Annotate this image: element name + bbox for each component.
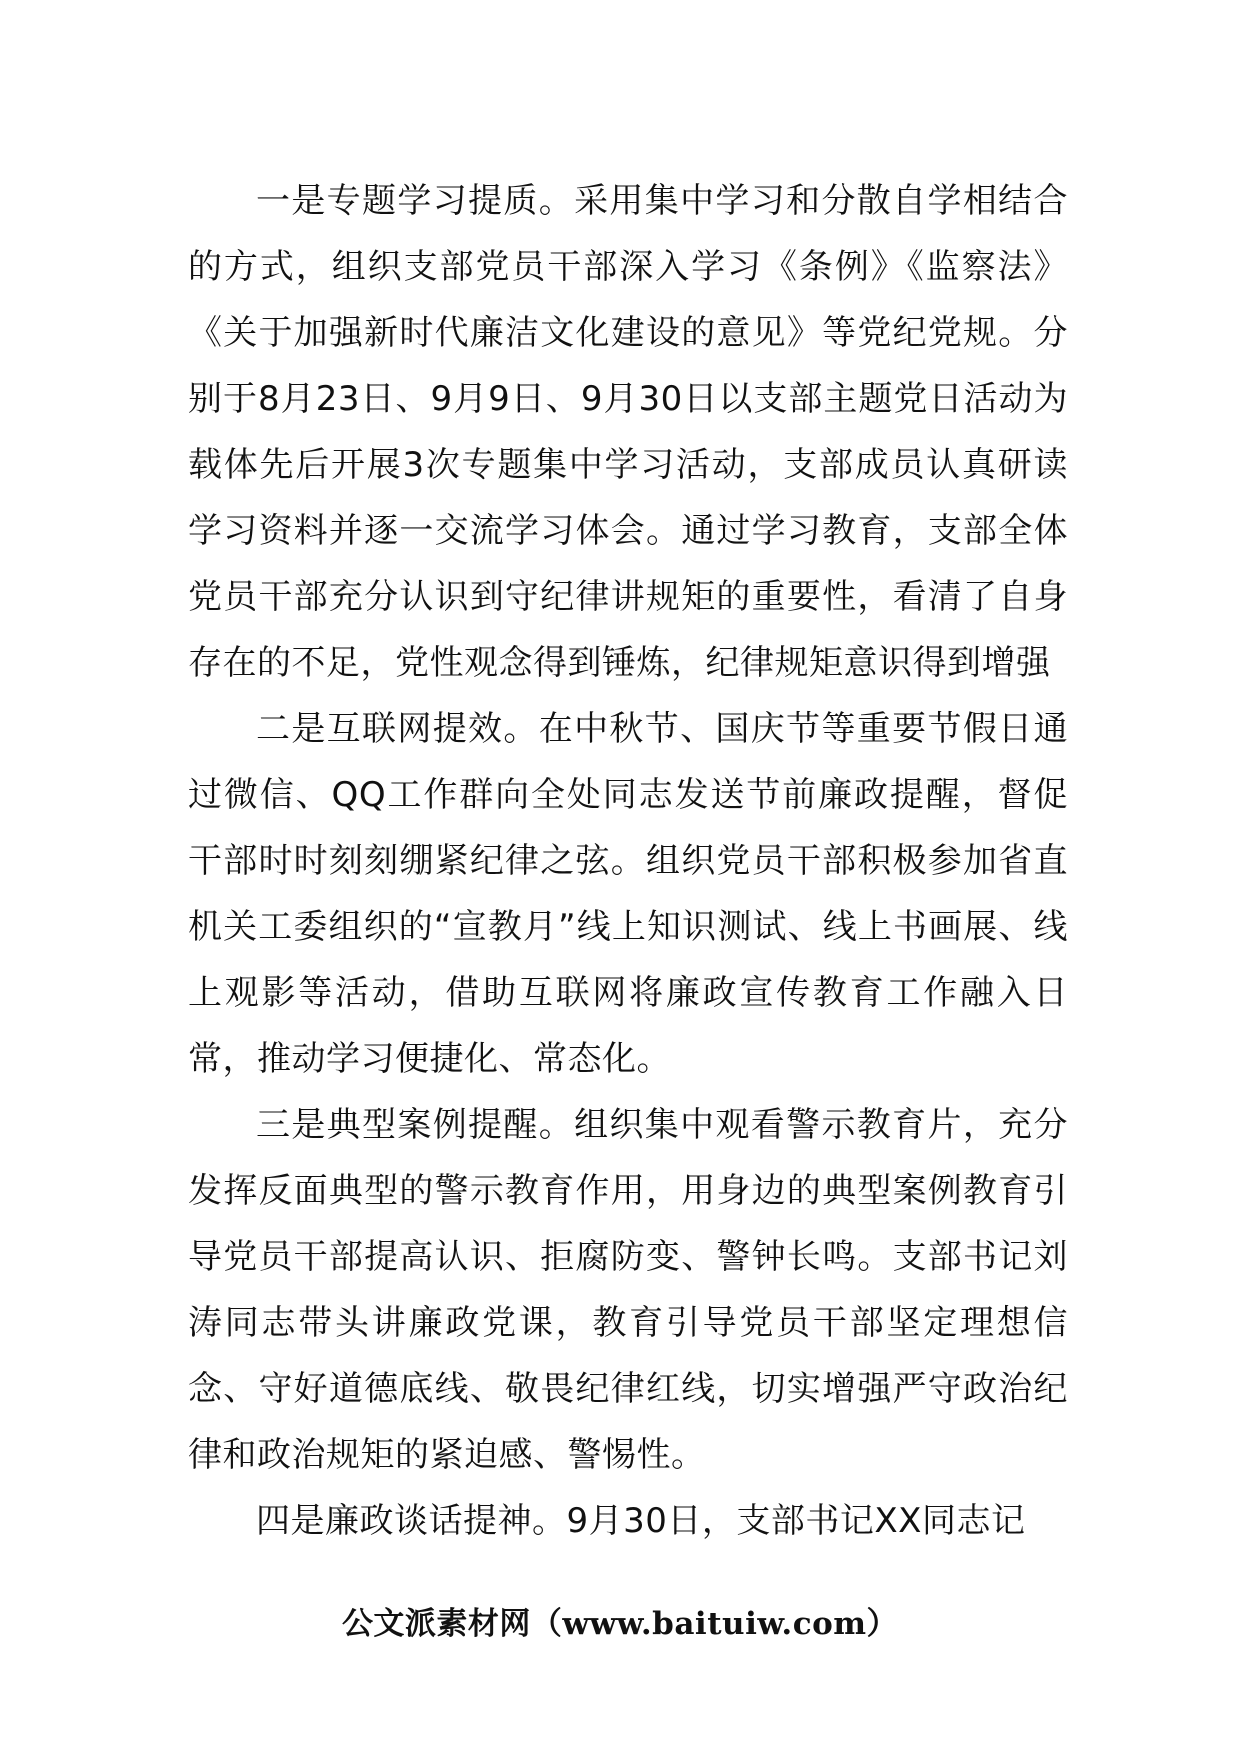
paragraph-internet: 二是互联网提效。在中秋节、国庆节等重要节假日通过微信、QQ工作群向全处同志发送节前廉政提醒，督促干部时时刻刻绷紧纪律之弦。组织党员干部积极参加省直机关工委组织的“宣教月”线上知识测试、线上书画展、线上观影等活动，借助互联网将廉政宣传教育工作融入日常，推动学习便捷化、常态化。 — [188, 709, 1068, 1079]
paragraph-topic-study: 一是专题学习提质。采用集中学习和分散自学相结合的方式，组织支部党员干部深入学习《条例》《监察法》《关于加强新时代廉洁文化建设的意见》等党纪党规。分别于8月23日、9月9日、9月30日以支部主题党日活动为载体先后开展3次专题集中学习活动，支部成员认真研读学习资料并逐一交流学习体会。通过学习教育，支部全体党员干部充分认识到守纪律讲规矩的重要性，看清了自身存在的不足，党性观念得到锤炼，纪律规矩意识得到增强 — [188, 181, 1068, 683]
paragraph-integrity-talk: 四是廉政谈话提神。9月30日，支部书记XX同志记 — [256, 1501, 1026, 1541]
footer-watermark: 公文派素材网（www.baituiw.com） — [341, 1606, 899, 1642]
document-body — [188, 168, 1068, 1554]
paragraph-case-reminder: 三是典型案例提醒。组织集中观看警示教育片，充分发挥反面典型的警示教育作用，用身边的典型案例教育引导党员干部提高认识、拒腐防变、警钟长鸣。支部书记刘涛同志带头讲廉政党课，教育引导党员干部坚定理想信念、守好道德底线、敬畏纪律红线，切实增强严守政治纪律和政治规矩的紧迫感、警惕性。 — [188, 1105, 1068, 1475]
